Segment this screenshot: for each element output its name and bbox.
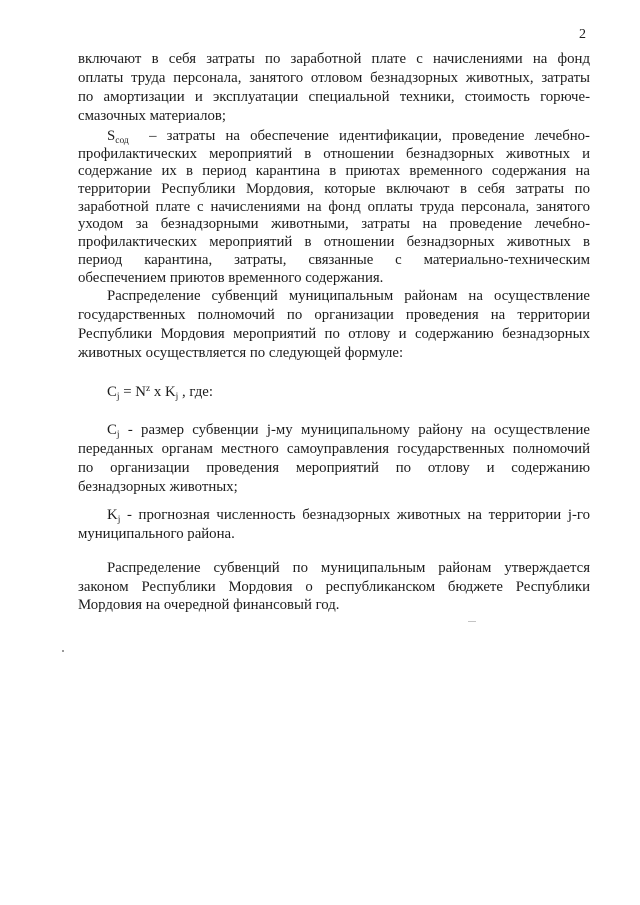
kj-text: - прогнозная численность безнадзорных животных на территории j-го [120, 507, 590, 523]
formula-line [78, 383, 590, 402]
text-line [78, 506, 590, 525]
text-line: Мордовия на очередной финансовый год. [78, 597, 340, 613]
cj-text: - размер субвенции j-му муниципальному району на осуществление [119, 421, 590, 438]
paragraph-costs-continuation [78, 50, 590, 126]
text-line [78, 421, 590, 440]
formula-n-superscript: z [145, 383, 151, 394]
text-line: включают в себя затраты по заработной плате с начислениями на фонд [78, 51, 590, 67]
scod-symbol: S [107, 128, 116, 144]
text-line: животных осуществляется по следующей формуле: [78, 345, 404, 362]
text-line: государственных полномочий по организации проведения на территории [78, 306, 590, 323]
text-line: смазочных материалов; [78, 108, 226, 124]
text-line: оплаты труда персонала, занятого отловом безнадзорных животных, затраты [78, 70, 590, 86]
cj-subscript: j [116, 429, 120, 440]
text-line: профилактических мероприятий в отношении безнадзорных животных и [78, 145, 590, 162]
definition-cj [78, 421, 590, 497]
kj-symbol: K [107, 507, 118, 523]
text-line: законом Республики Мордовия о республиканском бюджете Республики [78, 578, 590, 595]
formula-c-subscript: j [116, 391, 120, 402]
text-line: Распределение субвенций муниципальным районам на осуществление [107, 287, 590, 304]
text-line: по амортизации и эксплуатации специальной техники, стоимость горюче- [78, 89, 590, 105]
text-line: муниципального района. [78, 525, 235, 542]
formula-mid: = N [119, 383, 146, 400]
scan-speck [468, 621, 476, 622]
formula-c: C [107, 383, 117, 400]
text-line: безнадзорных животных; [78, 478, 238, 495]
paragraph-scod-definition [78, 128, 590, 287]
cj-symbol: C [107, 421, 117, 438]
paragraph-approval [78, 559, 590, 615]
text-line: профилактических мероприятий в отношении безнадзорных животных в [78, 234, 590, 251]
paragraph-distribution [78, 287, 590, 364]
formula-x-k: x K [150, 383, 176, 400]
text-line: период карантина, затраты, связанные с материально-техническим [78, 251, 590, 268]
text-line: территории Республики Мордовия, которые включают в себя затраты по [78, 181, 590, 198]
text-line: обеспечением приютов временного содержания. [78, 269, 384, 286]
kj-subscript: j [117, 515, 121, 525]
definition-kj [78, 506, 590, 543]
scan-speck [62, 650, 64, 652]
text-line: уходом за безнадзорными животными, затраты на проведение лечебно- [78, 216, 590, 233]
formula-k-subscript: j [175, 391, 179, 402]
formula-tail: , где: [178, 383, 213, 400]
text-line: по организации проведения мероприятий по отлову и содержанию [78, 459, 590, 476]
page-number: 2 [579, 27, 586, 42]
text-line: заработной плате с начислениями на фонд оплаты труда персонала, занятого [78, 198, 590, 215]
formula [78, 383, 590, 402]
text-line: содержание их в период карантина в приютах временного содержания на [78, 163, 590, 180]
text-line: переданных органам местного самоуправления государственных полномочий [78, 440, 590, 457]
scod-subscript: сод [115, 136, 129, 146]
scod-text: – затраты на обеспечение идентификации, проведение лечебно- [128, 128, 590, 144]
text-line: Республики Мордовия мероприятий по отлову и содержанию безнадзорных [78, 325, 590, 342]
text-line: Распределение субвенций по муниципальным районам утверждается [107, 560, 590, 576]
text-line [78, 128, 590, 146]
